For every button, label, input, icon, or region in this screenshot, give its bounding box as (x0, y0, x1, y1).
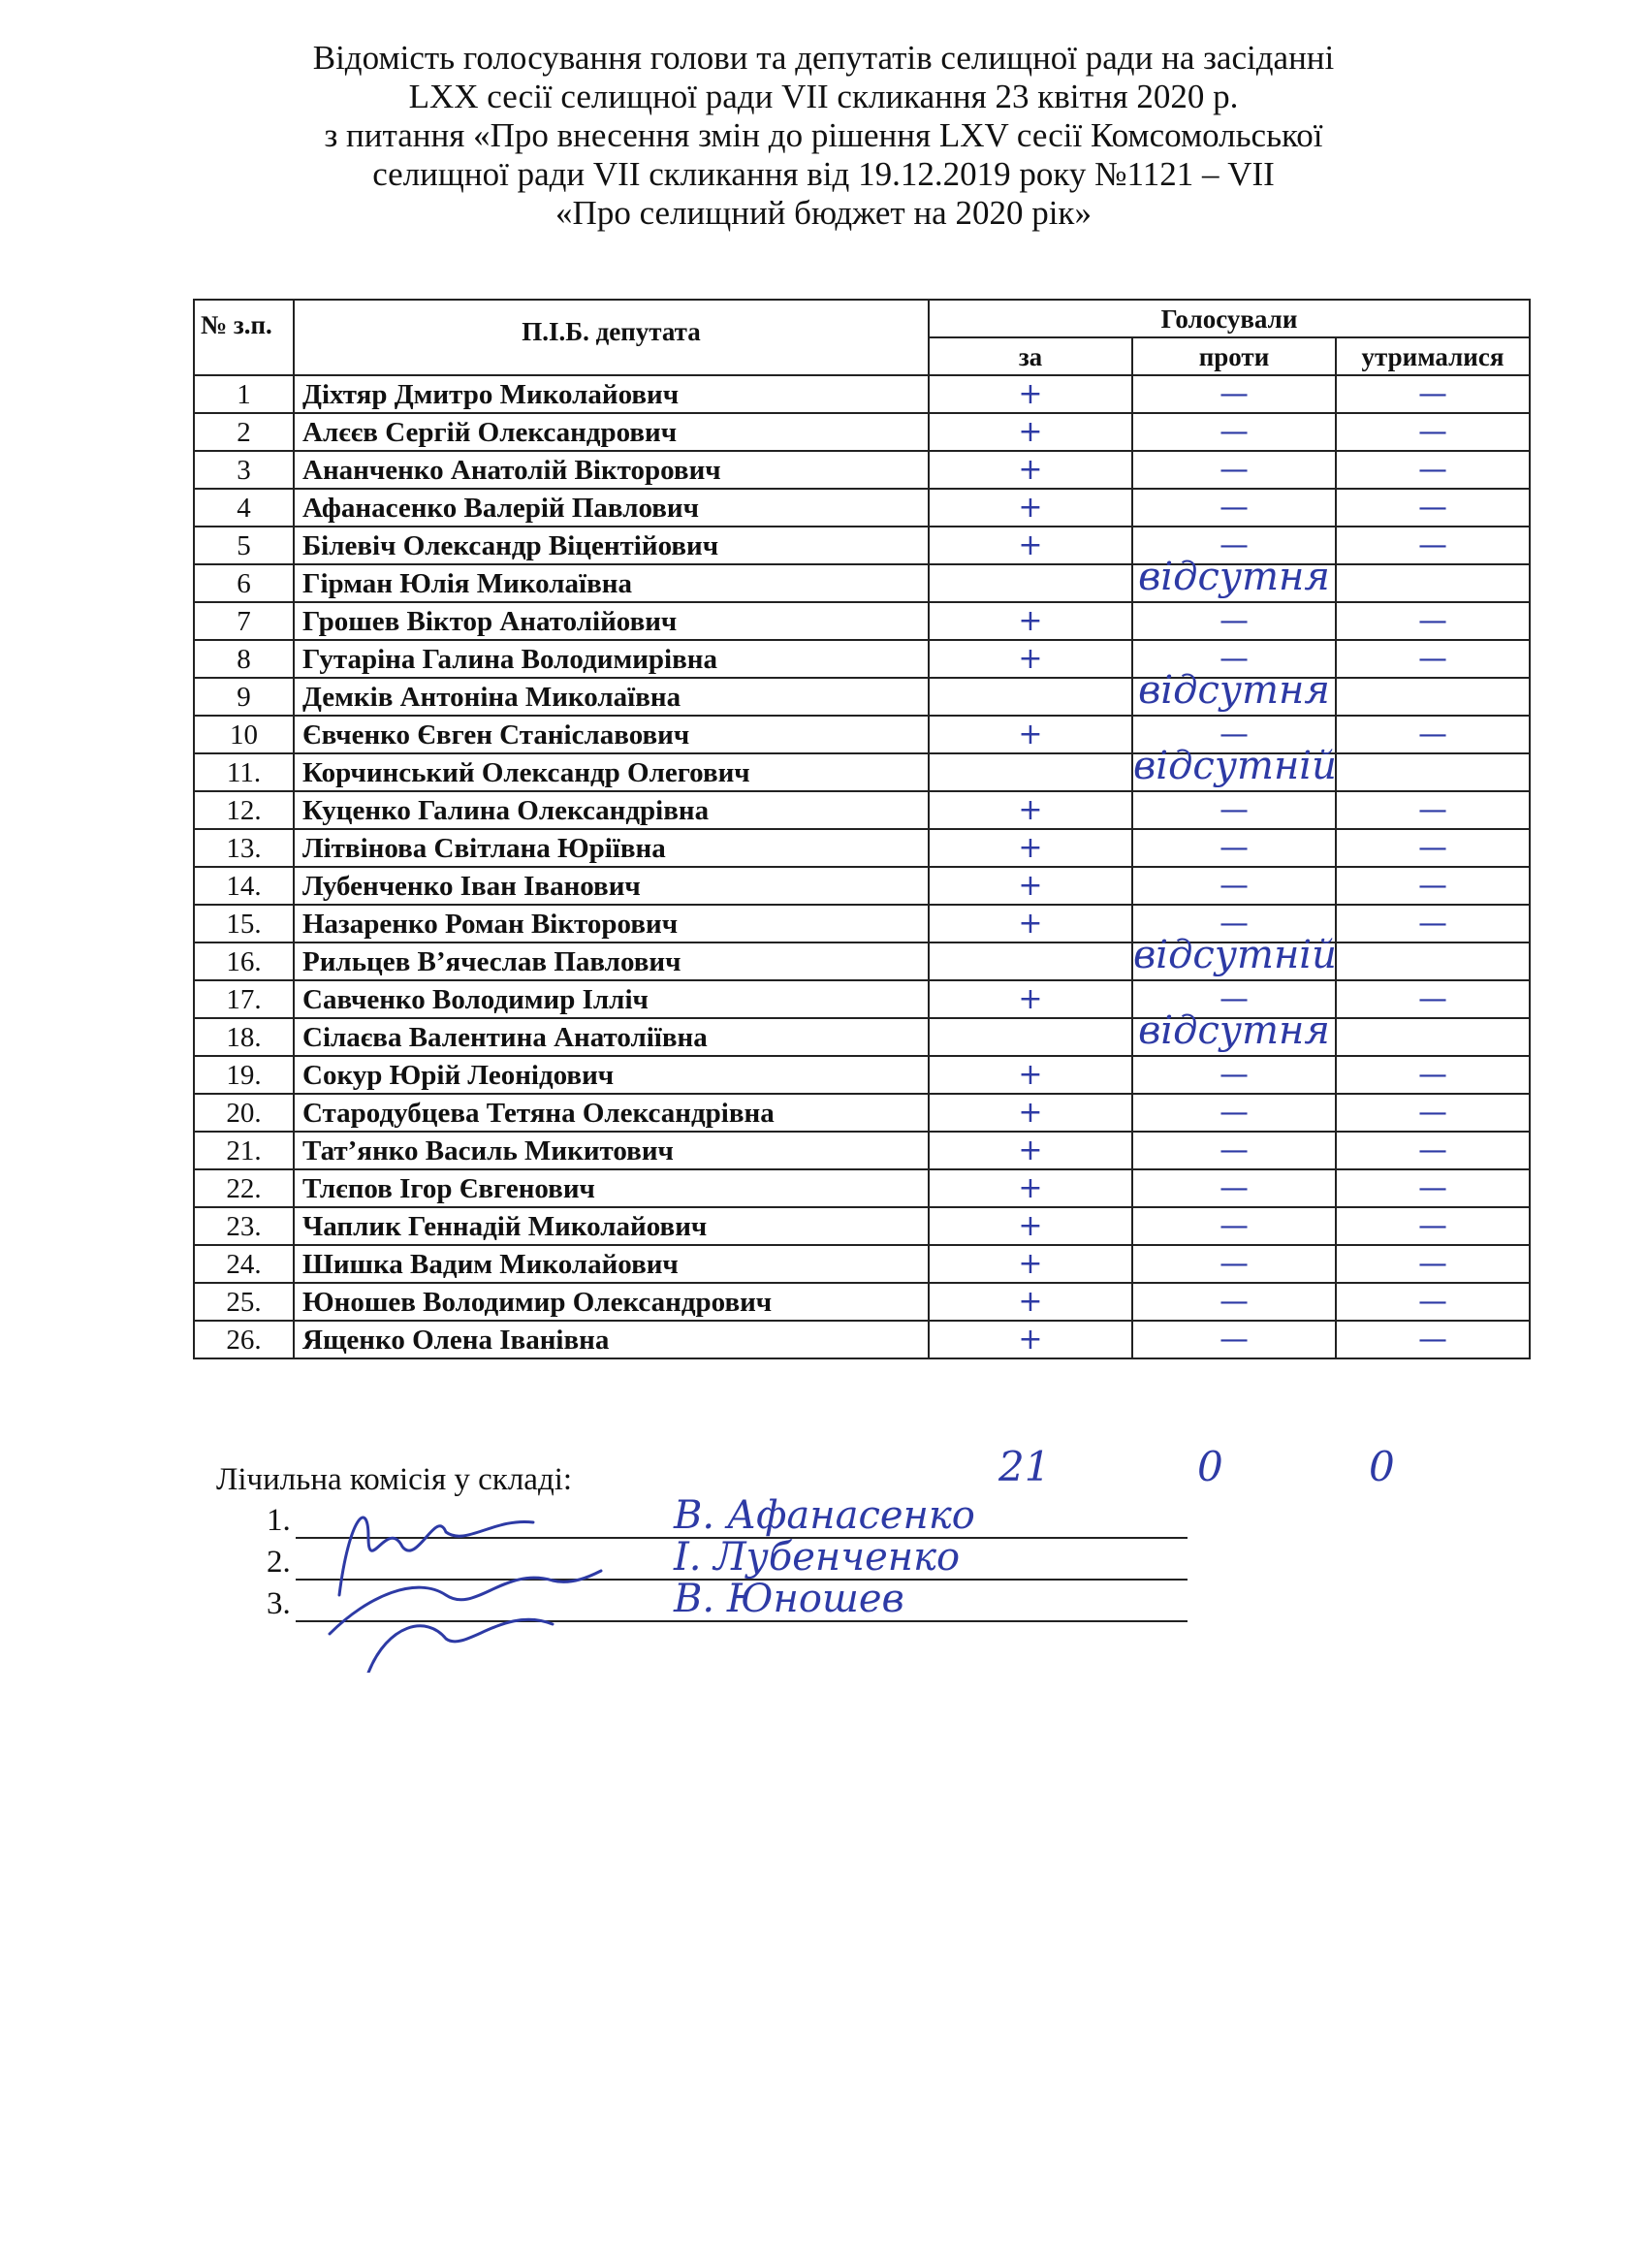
column-header-voted: Голосували (929, 300, 1530, 337)
vote-for: + (929, 1094, 1132, 1132)
vote-against: — (1132, 489, 1336, 527)
vote-for: + (929, 905, 1132, 942)
table-row (194, 1321, 1530, 1358)
vote-for: + (929, 602, 1132, 640)
vote-against: — (1132, 375, 1336, 413)
total-against: 0 (1197, 1443, 1223, 1490)
table-row (194, 678, 1530, 716)
deputy-name: Грошев Віктор Анатолійович (294, 602, 929, 640)
row-number: 20. (194, 1094, 294, 1132)
vote-abstain: — (1336, 867, 1530, 905)
table-row (194, 1018, 1530, 1056)
table-row (194, 1094, 1530, 1132)
total-abstain: 0 (1369, 1443, 1395, 1490)
deputy-name: Діхтяр Дмитро Миколайович (294, 375, 929, 413)
vote-against: — (1132, 1056, 1336, 1094)
table-row (194, 753, 1530, 791)
column-header-number: № з.п. (194, 300, 294, 375)
commission-label: Лічильна комісія у складі: (216, 1462, 573, 1497)
vote-for (929, 678, 1132, 716)
vote-abstain (1336, 942, 1530, 980)
table-row (194, 564, 1530, 602)
vote-abstain: — (1336, 791, 1530, 829)
column-header-abstain: утрималися (1336, 337, 1530, 375)
row-number: 18. (194, 1018, 294, 1056)
table-row (194, 867, 1530, 905)
member-number: 1. (267, 1503, 291, 1538)
vote-against: — (1132, 640, 1336, 678)
vote-for: + (929, 1321, 1132, 1358)
vote-for: + (929, 527, 1132, 564)
vote-abstain: — (1336, 1245, 1530, 1283)
absent-note: відсутній (1133, 933, 1337, 977)
vote-for: + (929, 791, 1132, 829)
handwritten-signatures (310, 1479, 659, 1673)
vote-abstain: — (1336, 716, 1530, 753)
vote-against: — (1132, 527, 1336, 564)
vote-against: — (1132, 451, 1336, 489)
column-header-against: проти (1132, 337, 1336, 375)
row-number: 25. (194, 1283, 294, 1321)
vote-against: — (1132, 413, 1336, 451)
table-row (194, 791, 1530, 829)
vote-against: — (1132, 980, 1336, 1018)
vote-for (929, 1018, 1132, 1056)
vote-for: + (929, 1283, 1132, 1321)
deputy-name: Назаренко Роман Вікторович (294, 905, 929, 942)
row-number: 22. (194, 1169, 294, 1207)
table-row (194, 942, 1530, 980)
vote-against (1132, 744, 1337, 791)
header-line-2: LXX сесії селищної ради VII скликання 23 квітня 2020 р. (408, 78, 1239, 115)
member-number: 3. (267, 1586, 291, 1621)
vote-against: — (1132, 905, 1336, 942)
row-number: 14. (194, 867, 294, 905)
member-name-handwritten: В. Юношев (674, 1577, 904, 1621)
vote-for: + (929, 1169, 1132, 1207)
table-row (194, 1245, 1530, 1283)
deputy-name: Гірман Юлія Миколаївна (294, 564, 929, 602)
vote-for: + (929, 413, 1132, 451)
vote-abstain: — (1336, 375, 1530, 413)
vote-against: — (1132, 1207, 1336, 1245)
row-number: 16. (194, 942, 294, 980)
table-row (194, 451, 1530, 489)
vote-against (1132, 555, 1336, 602)
vote-abstain: — (1336, 413, 1530, 451)
absent-note: відсутня (1138, 1008, 1330, 1053)
deputy-name: Ященко Олена Іванівна (294, 1321, 929, 1358)
header-line-4: селищної ради VII скликання від 19.12.2019 року №1121 – VII (372, 155, 1275, 193)
row-number: 7 (194, 602, 294, 640)
deputy-name: Демків Антоніна Миколаївна (294, 678, 929, 716)
vote-for: + (929, 716, 1132, 753)
deputy-name: Корчинський Олександр Олегович (294, 753, 929, 791)
deputy-name: Білевіч Олександр Віцентійович (294, 527, 929, 564)
deputy-name: Юношев Володимир Олександрович (294, 1283, 929, 1321)
vote-abstain: — (1336, 640, 1530, 678)
vote-for: + (929, 451, 1132, 489)
row-number: 10 (194, 716, 294, 753)
row-number: 1 (194, 375, 294, 413)
table-body (194, 375, 1530, 1358)
row-number: 3 (194, 451, 294, 489)
deputy-name: Сілаєва Валентина Анатоліївна (294, 1018, 929, 1056)
vote-against: — (1132, 1245, 1336, 1283)
member-number: 2. (267, 1545, 291, 1580)
vote-for: + (929, 1245, 1132, 1283)
vote-abstain: — (1336, 1132, 1530, 1169)
row-number: 9 (194, 678, 294, 716)
table-row (194, 1169, 1530, 1207)
table-row (194, 489, 1530, 527)
column-header-for: за (929, 337, 1132, 375)
vote-against: — (1132, 1132, 1336, 1169)
row-number: 13. (194, 829, 294, 867)
vote-for: + (929, 489, 1132, 527)
vote-abstain: — (1336, 829, 1530, 867)
vote-abstain: — (1336, 980, 1530, 1018)
row-number: 11. (194, 753, 294, 791)
vote-against: — (1132, 829, 1336, 867)
deputy-name: Чаплик Геннадій Миколайович (294, 1207, 929, 1245)
vote-for: + (929, 1056, 1132, 1094)
vote-against: — (1132, 791, 1336, 829)
signature-3 (368, 1619, 553, 1673)
vote-abstain (1336, 564, 1530, 602)
vote-for (929, 564, 1132, 602)
vote-abstain: — (1336, 1283, 1530, 1321)
signature-2 (330, 1571, 601, 1634)
vote-against: — (1132, 1321, 1336, 1358)
deputy-name: Євченко Євген Станіславович (294, 716, 929, 753)
table-row (194, 1207, 1530, 1245)
vote-against: — (1132, 867, 1336, 905)
vote-against: — (1132, 602, 1336, 640)
table-row (194, 829, 1530, 867)
deputy-name: Савченко Володимир Ілліч (294, 980, 929, 1018)
deputy-name: Тат’янко Василь Микитович (294, 1132, 929, 1169)
vote-for: + (929, 640, 1132, 678)
row-number: 23. (194, 1207, 294, 1245)
voting-table (193, 299, 1531, 1359)
vote-for: + (929, 375, 1132, 413)
deputy-name: Тлєпов Ігор Євгенович (294, 1169, 929, 1207)
row-number: 5 (194, 527, 294, 564)
vote-against: — (1132, 1283, 1336, 1321)
table-row (194, 375, 1530, 413)
vote-against: — (1132, 716, 1336, 753)
row-number: 12. (194, 791, 294, 829)
vote-against (1132, 1008, 1336, 1056)
row-number: 8 (194, 640, 294, 678)
vote-for (929, 753, 1132, 791)
table-row (194, 1132, 1530, 1169)
vote-for: + (929, 1207, 1132, 1245)
row-number: 6 (194, 564, 294, 602)
header-line-5: «Про селищний бюджет на 2020 рік» (555, 194, 1092, 232)
vote-against: — (1132, 1094, 1336, 1132)
total-for: 21 (998, 1443, 1051, 1490)
vote-for: + (929, 1132, 1132, 1169)
row-number: 15. (194, 905, 294, 942)
vote-against (1132, 668, 1336, 716)
row-number: 19. (194, 1056, 294, 1094)
deputy-name: Сокур Юрій Леонідович (294, 1056, 929, 1094)
row-number: 21. (194, 1132, 294, 1169)
vote-against: — (1132, 1169, 1336, 1207)
deputy-name: Лубенченко Іван Іванович (294, 867, 929, 905)
deputy-name: Літвінова Світлана Юріївна (294, 829, 929, 867)
table-row (194, 1283, 1530, 1321)
absent-note: відсутня (1138, 555, 1330, 599)
row-number: 24. (194, 1245, 294, 1283)
table-row (194, 1056, 1530, 1094)
deputy-name: Ананченко Анатолій Вікторович (294, 451, 929, 489)
table-row (194, 413, 1530, 451)
vote-for (929, 942, 1132, 980)
vote-abstain: — (1336, 489, 1530, 527)
member-name-handwritten: І. Лубенченко (674, 1535, 961, 1580)
document-header (0, 39, 1647, 233)
vote-abstain (1336, 678, 1530, 716)
deputy-name: Афанасенко Валерій Павлович (294, 489, 929, 527)
vote-against (1132, 933, 1337, 980)
vote-abstain: — (1336, 602, 1530, 640)
vote-abstain: — (1336, 1056, 1530, 1094)
deputy-name: Шишка Вадим Миколайович (294, 1245, 929, 1283)
vote-abstain: — (1336, 1207, 1530, 1245)
vote-abstain (1336, 753, 1530, 791)
row-number: 17. (194, 980, 294, 1018)
vote-abstain: — (1336, 905, 1530, 942)
deputy-name: Алєєв Сергій Олександрович (294, 413, 929, 451)
column-header-name: П.І.Б. депутата (294, 300, 929, 375)
vote-abstain: — (1336, 1094, 1530, 1132)
row-number: 26. (194, 1321, 294, 1358)
absent-note: відсутній (1133, 744, 1337, 788)
vote-for: + (929, 867, 1132, 905)
header-line-3: з питання «Про внесення змін до рішення LXV сесії Комсомольської (324, 116, 1323, 154)
vote-abstain: — (1336, 1169, 1530, 1207)
vote-abstain (1336, 1018, 1530, 1056)
row-number: 4 (194, 489, 294, 527)
deputy-name: Стародубцева Тетяна Олександрівна (294, 1094, 929, 1132)
row-number: 2 (194, 413, 294, 451)
vote-for: + (929, 829, 1132, 867)
deputy-name: Гутаріна Галина Володимирівна (294, 640, 929, 678)
absent-note: відсутня (1138, 668, 1330, 713)
vote-abstain: — (1336, 527, 1530, 564)
table-row (194, 602, 1530, 640)
vote-abstain: — (1336, 451, 1530, 489)
vote-abstain: — (1336, 1321, 1530, 1358)
deputy-name: Рильцев В’ячеслав Павлович (294, 942, 929, 980)
deputy-name: Куценко Галина Олександрівна (294, 791, 929, 829)
vote-for: + (929, 980, 1132, 1018)
member-name-handwritten: В. Афанасенко (674, 1493, 975, 1538)
header-line-1: Відомість голосування голови та депутатів селищної ради на засіданні (312, 39, 1335, 77)
